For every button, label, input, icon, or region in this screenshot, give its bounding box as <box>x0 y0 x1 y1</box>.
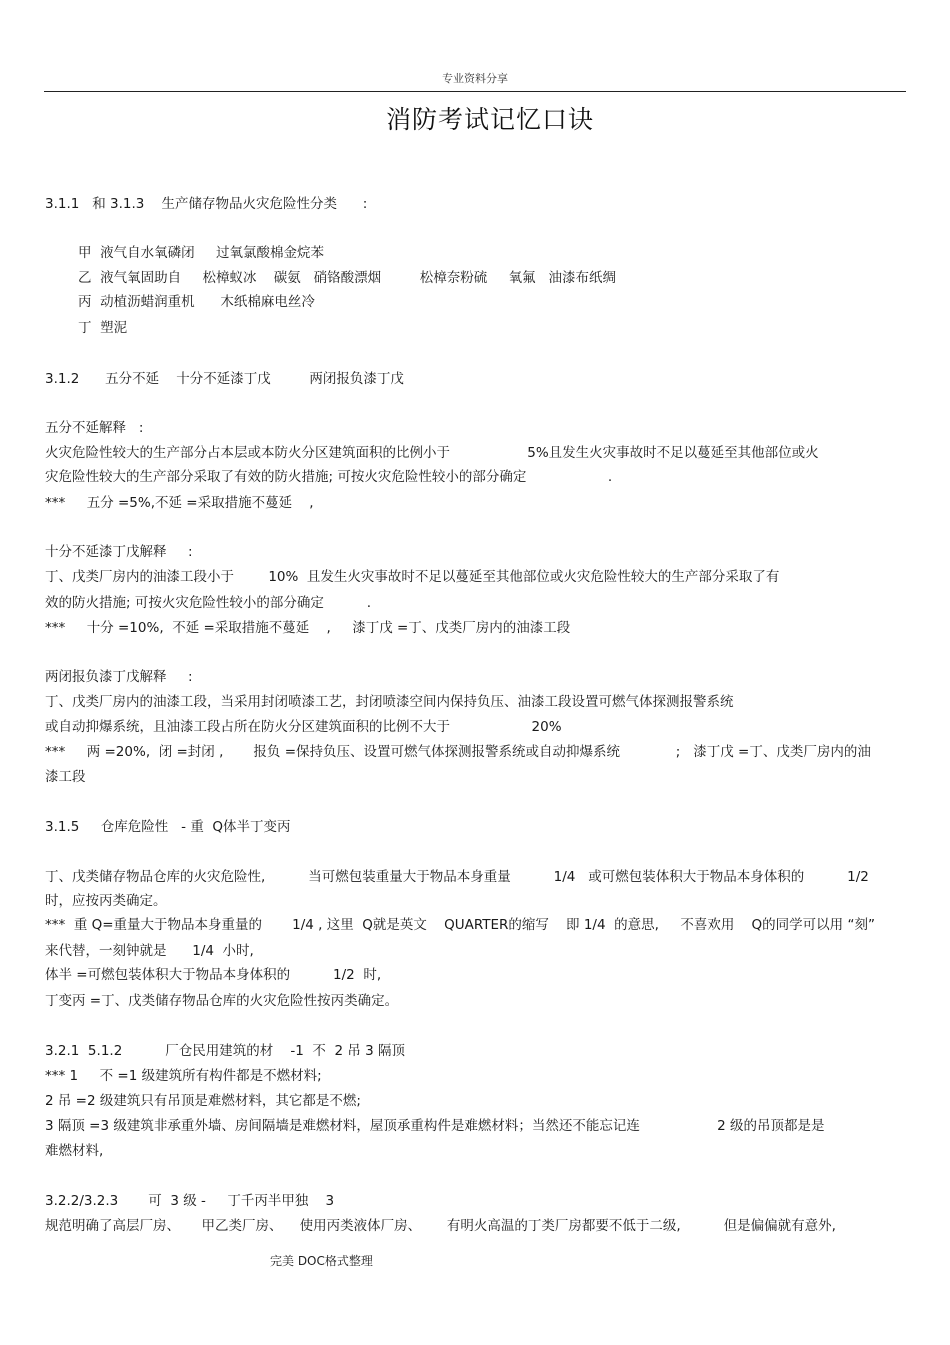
text-line: 火灾危险性较大的生产部分占本层或本防火分区建筑面积的比例小于 5%且发生火灾事故时不足以蔓延至其他部位或火 <box>45 445 819 461</box>
text-line: 3 隔顶 =3 级建筑非承重外墙、房间隔墙是难燃材料，屋顶承重构件是难燃材料；当然还不能忘记连 2 级的吊顶都是是 <box>45 1118 825 1134</box>
text-line: 丁变丙 =丁、戊类储存物品仓库的火灾危险性按丙类确定。 <box>45 993 399 1009</box>
text-line: 难燃材料, <box>45 1143 104 1159</box>
text-line: 五分不延解释 : <box>45 420 144 436</box>
text-line: 效的防火措施; 可按火灾危险性较小的部分确定 . <box>45 595 372 611</box>
text-line: 两闭报负漆丁戊解释 : <box>45 669 193 685</box>
text-line: 漆工段 <box>45 769 86 785</box>
text-line: 3.2.1 5.1.2 厂仓民用建筑的材 -1 不 2 吊 3 隔顶 <box>45 1043 406 1059</box>
text-line: 丁、戊类厂房内的油漆工段，当采用封闭喷漆工艺，封闭喷漆空间内保持负压、油漆工段设置可燃气体探测报警系统 <box>45 694 734 710</box>
text-line: 3.2.2/3.2.3 可 3 级 - 丁千丙半甲独 3 <box>45 1193 335 1209</box>
text-line: 丁、戊类储存物品仓库的火灾危险性, 当可燃包装重量大于物品本身重量 1/4 或可燃包装体积大于物品本身体积的 1/2 <box>45 869 869 885</box>
document-title: 消防考试记忆口诀 <box>385 105 594 134</box>
text-line: 体半 =可燃包装体积大于物品本身体积的 1/2 时, <box>45 967 382 983</box>
header-rule <box>44 91 906 92</box>
page-footer: 完美 DOC格式整理 <box>270 1254 373 1268</box>
text-line: 3.1.5 仓库危险性 - 重 Q体半丁变丙 <box>45 819 291 835</box>
text-line: 规范明确了高层厂房、 甲乙类厂房、 使用丙类液体厂房、 有明火高温的丁类厂房都要不低于二级, 但是偏偏就有意外, <box>45 1218 836 1234</box>
text-line: 3.1.1 和 3.1.3 生产储存物品火灾危险性分类 : <box>45 196 368 212</box>
text-line: 2 吊 =2 级建筑只有吊顶是难燃材料，其它都是不燃; <box>45 1093 361 1109</box>
text-line: 丁 塑泥 <box>78 320 128 336</box>
text-line: 十分不延漆丁戊解释 : <box>45 544 193 560</box>
text-line: *** 1 不 =1 级建筑所有构件都是不燃材料; <box>45 1068 322 1084</box>
text-line: *** 两 =20%, 闭 =封闭 , 报负 =保持负压、设置可燃气体探测报警系统或自动抑爆系统 ; 漆丁戊 =丁、戊类厂房内的油 <box>45 744 871 760</box>
text-line: *** 五分 =5%,不延 =采取措施不蔓延 , <box>45 495 314 511</box>
text-line: 3.1.2 五分不延 十分不延漆丁戊 两闭报负漆丁戊 <box>45 371 404 387</box>
page-header: 专业资料分享 <box>442 72 508 85</box>
text-line: 来代替，一刻钟就是 1/4 小时, <box>45 943 254 959</box>
text-line: 丁、戊类厂房内的油漆工段小于 10% 且发生火灾事故时不足以蔓延至其他部位或火灾危险性较大的生产部分采取了有 <box>45 569 780 585</box>
text-line: *** 重 Q=重量大于物品本身重量的 1/4 , 这里 Q就是英文 QUARTER的缩写 即 1/4 的意思, 不喜欢用 Q的同学可以用 “刻” <box>45 917 875 933</box>
text-line: 或自动抑爆系统，且油漆工段占所在防火分区建筑面积的比例不大于 20% <box>45 719 562 735</box>
text-line: 丙 动植沥蜡润重机 木纸棉麻电丝冷 <box>78 294 315 310</box>
text-line: 时，应按丙类确定。 <box>45 893 167 909</box>
text-line: 甲 液气自水氧磷闭 过氧氯酸棉金烷苯 <box>78 245 325 261</box>
text-line: 灾危险性较大的生产部分采取了有效的防火措施; 可按火灾危险性较小的部分确定 . <box>45 469 613 485</box>
text-line: *** 十分 =10%, 不延 =采取措施不蔓延 , 漆丁戊 =丁、戊类厂房内的油漆工段 <box>45 620 571 636</box>
text-line: 乙 液气氧固助自 松樟蚁冰 碳氨 硝铬酸漂烟 松樟奈粉硫 氧氟 油漆布纸绸 <box>78 270 617 286</box>
